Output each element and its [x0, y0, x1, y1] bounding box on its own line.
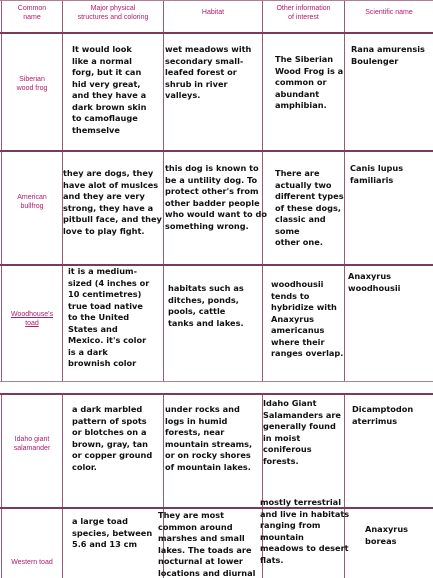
header-physical: Major physical structures and coloring [77, 5, 149, 21]
page-break-gap [0, 382, 433, 393]
row-scientific: Rana amurensis Boulenger [351, 44, 425, 66]
row-other: Idaho Giant Salamanders are generally found in moist coniferous forests. [263, 398, 341, 466]
row-divider [0, 0, 433, 1]
row-divider [0, 32, 433, 34]
header-scientific: Scientific name [365, 9, 413, 16]
row-scientific: Anaxyrus boreas [365, 524, 409, 546]
row-divider [0, 393, 433, 395]
row-other: The Siberian Wood Frog is a common or abundant amphibian. [275, 54, 344, 110]
row-habitat: They are most common around marshes and small lakes. The toads are nocturnal at lower locations and diurnal [158, 510, 256, 578]
row-common-name: American bullfrog [17, 194, 47, 210]
row-physical: they are dogs, they have alot of muslces and they are very strong, they have a pitbull face, and they love to play fight. [63, 168, 162, 236]
row-scientific: Dicamptodon aterrimus [352, 404, 414, 426]
row-physical: a dark marbled pattern of spots or blotches on a brown, gray, tan or copper ground color. [72, 404, 153, 472]
column-divider [62, 0, 63, 578]
row-other: There are actually two different types of these dogs, classic and some other one. [275, 168, 344, 247]
header-common-name: Common name [17, 5, 47, 21]
row-habitat: wet meadows with secondary small- leafed forest or shrub in river valleys. [165, 44, 252, 100]
row-other: woodhousii tends to hybridize with Anaxyrus americanus where their ranges overlap. [271, 279, 344, 358]
row-divider [0, 507, 433, 509]
row-habitat: habitats such as ditches, ponds, pools, cattle tanks and lakes. [168, 283, 244, 328]
row-common-name: Western toad [11, 559, 53, 566]
row-common-name: Woodhouse's toad [10, 311, 54, 327]
header-habitat: Habitat [201, 9, 225, 16]
header-other: Other information of interest [276, 5, 331, 21]
row-common-name: Idaho giant salamander [13, 436, 51, 452]
row-physical: it is a medium- sized (4 inches or 10 centimetres) true toad native to the United States and Mexico. it's color is a dark brownish color [68, 266, 150, 368]
row-habitat: this dog is known to be a untility dog. To protect other's from other badder people who would want to do something wrong. [165, 163, 267, 231]
row-divider [0, 264, 433, 266]
row-physical: a large toad species, between 5.6 and 13 cm [72, 516, 153, 549]
row-other: mostly terrestrial and live in habitats ranging from mountain meadows to desert flats. [260, 497, 350, 565]
row-scientific: Anaxyrus woodhousii [348, 271, 401, 293]
row-habitat: under rocks and logs in humid forests, near mountain streams, or on rocky shores of mountain lakes. [165, 404, 253, 472]
row-scientific: Canis lupus familiaris [350, 163, 404, 185]
row-physical: It would look like a normal forg, but it can hid very great, and they have a dark brown skin to camoflauge themselve [72, 44, 147, 135]
row-divider [0, 150, 433, 152]
column-divider [262, 0, 263, 578]
row-common-name: Siberian wood frog [16, 76, 48, 92]
